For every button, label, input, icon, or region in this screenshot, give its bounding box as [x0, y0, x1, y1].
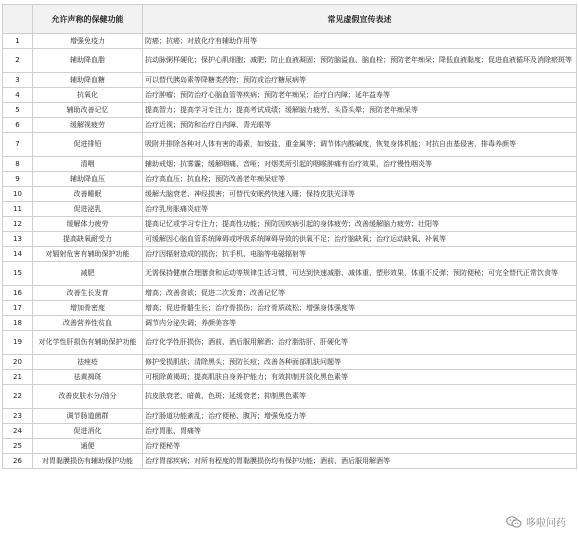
- row-number: 24: [3, 424, 33, 439]
- table-body: [3, 34, 577, 469]
- row-number: 20: [3, 355, 33, 370]
- table-row: [3, 202, 577, 217]
- table-row: [3, 331, 577, 355]
- row-allowed-function: 增强免疫力: [33, 34, 143, 49]
- row-number: 10: [3, 187, 33, 202]
- header-allowed-function: 允许声称的保健功能: [33, 5, 143, 34]
- row-false-claims: 增高；改善食欲；促进二次发育；改善记忆等: [143, 286, 577, 301]
- row-number: 18: [3, 316, 33, 331]
- row-number: 1: [3, 34, 33, 49]
- row-allowed-function: 促进排铅: [33, 133, 143, 157]
- row-allowed-function: 减肥: [33, 262, 143, 286]
- row-false-claims: 无需保持健康合理膳食和运动等规律生活习惯，可达到快速减脂、减体重、塑形效果，体重不反弹；预防便秘；可完全替代正常饮食等: [143, 262, 577, 286]
- table-header-row: [3, 5, 577, 34]
- row-number: 5: [3, 103, 33, 118]
- row-allowed-function: 改善营养性贫血: [33, 316, 143, 331]
- row-false-claims: 治疗肠道功能紊乱；治疗便秘、腹泻；增强免疫力等: [143, 409, 577, 424]
- row-allowed-function: 清咽: [33, 157, 143, 172]
- header-index: [3, 5, 33, 34]
- row-number: 21: [3, 370, 33, 385]
- table-row: [3, 409, 577, 424]
- row-false-claims: 可根除黄褐斑；提高肌肤自身养护能力；有效抑制并淡化黑色素等: [143, 370, 577, 385]
- table-row: [3, 385, 577, 409]
- table-row: [3, 34, 577, 49]
- row-number: 2: [3, 49, 33, 73]
- row-allowed-function: 通便: [33, 439, 143, 454]
- row-allowed-function: 抗氧化: [33, 88, 143, 103]
- row-number: 17: [3, 301, 33, 316]
- wechat-icon: [506, 516, 522, 528]
- row-false-claims: 治疗胃胀、胃痛等: [143, 424, 577, 439]
- row-false-claims: 治疗因辐射造成的损伤；抗手机、电脑等电磁辐射等: [143, 247, 577, 262]
- row-allowed-function: 改善皮肤水分/油分: [33, 385, 143, 409]
- row-allowed-function: 促进泌乳: [33, 202, 143, 217]
- row-false-claims: 辅助戒烟；抗雾霾；缓解咽痛、音哑；对烟类所引起的咽喉肿痛有治疗效果、治疗慢性咽炎等: [143, 157, 577, 172]
- watermark: [506, 514, 566, 529]
- row-allowed-function: 缓解视疲劳: [33, 118, 143, 133]
- row-false-claims: 抗皮肤衰老、暗黄、色斑；延缓衰老；抑制黑色素等: [143, 385, 577, 409]
- row-number: 8: [3, 157, 33, 172]
- row-false-claims: 可以替代胰岛素等降糖类药物；预防或治疗糖尿病等: [143, 73, 577, 88]
- table-row: [3, 262, 577, 286]
- row-allowed-function: 辅助降血脂: [33, 49, 143, 73]
- row-number: 16: [3, 286, 33, 301]
- table-row: [3, 424, 577, 439]
- row-false-claims: 修护受损肌肤；清除黑头；预防长痘；改善各种面部肌肤问题等: [143, 355, 577, 370]
- row-allowed-function: 对化学性肝损伤有辅助保护功能: [33, 331, 143, 355]
- row-allowed-function: 祛黄褐斑: [33, 370, 143, 385]
- table-row: [3, 247, 577, 262]
- row-false-claims: 治疗乳房胀痛炎症等: [143, 202, 577, 217]
- row-allowed-function: 辅助降血糖: [33, 73, 143, 88]
- table-row: [3, 49, 577, 73]
- row-number: 14: [3, 247, 33, 262]
- row-number: 3: [3, 73, 33, 88]
- row-allowed-function: 调节肠道菌群: [33, 409, 143, 424]
- table-row: [3, 133, 577, 157]
- row-false-claims: 防癌；抗癌；对放化疗有辅助作用等: [143, 34, 577, 49]
- row-false-claims: 调节内分泌失调；养颜美容等: [143, 316, 577, 331]
- row-number: 15: [3, 262, 33, 286]
- table-row: [3, 439, 577, 454]
- row-number: 19: [3, 331, 33, 355]
- row-number: 23: [3, 409, 33, 424]
- row-number: 4: [3, 88, 33, 103]
- table-row: [3, 316, 577, 331]
- row-allowed-function: 改善睡眠: [33, 187, 143, 202]
- table-row: [3, 73, 577, 88]
- row-allowed-function: 缓解体力疲劳: [33, 217, 143, 232]
- table-row: [3, 286, 577, 301]
- row-false-claims: 可缓解因心脑血管系统障碍或呼吸系统障碍导致的供氧不足；治疗脑缺氧；治疗运动缺氧、补氧等: [143, 232, 577, 247]
- table-row: [3, 232, 577, 247]
- row-allowed-function: 祛痤疮: [33, 355, 143, 370]
- row-number: 6: [3, 118, 33, 133]
- table-row: [3, 103, 577, 118]
- header-false-claims: 常见虚假宣传表述: [143, 5, 577, 34]
- table-row: [3, 118, 577, 133]
- row-allowed-function: 增加骨密度: [33, 301, 143, 316]
- row-allowed-function: 促进消化: [33, 424, 143, 439]
- table-row: [3, 217, 577, 232]
- row-false-claims: 治疗肿瘤；预防治疗心脑血管等疾病；预防老年痴呆；治疗白内障；延年益寿等: [143, 88, 577, 103]
- row-number: 25: [3, 439, 33, 454]
- table-row: [3, 355, 577, 370]
- row-false-claims: 治疗胃部疾病；对所有程度的胃黏膜损伤均有保护功能；酒前、酒后服用解酒等: [143, 454, 577, 469]
- table-row: [3, 370, 577, 385]
- table-row: [3, 157, 577, 172]
- row-false-claims: 治疗便秘等: [143, 439, 577, 454]
- row-allowed-function: 提高缺氧耐受力: [33, 232, 143, 247]
- row-number: 22: [3, 385, 33, 409]
- row-allowed-function: 对胃黏膜损伤有辅助保护功能: [33, 454, 143, 469]
- row-false-claims: 抗动脉粥样硬化；保护心肌细胞；减肥；防止血液凝固；预防脑溢血、脑血栓；预防老年痴呆；降低血液黏度；促进血液循环及消除瘀斑等: [143, 49, 577, 73]
- row-number: 13: [3, 232, 33, 247]
- health-claims-table: [2, 4, 577, 469]
- row-number: 26: [3, 454, 33, 469]
- row-number: 11: [3, 202, 33, 217]
- row-false-claims: 提高记忆或学习专注力；提高性功能；预防因疾病引起的身体疲劳；改善缓解脑力疲劳；壮阳等: [143, 217, 577, 232]
- row-false-claims: 治疗化学性肝损伤；酒前、酒后服用解酒；治疗脂肪肝、肝硬化等: [143, 331, 577, 355]
- row-false-claims: 吸附并排除各种对人体有害的毒素，如铵盐、重金属等；调节体内酸碱度，恢复身体机能；对抗自由基侵害，排毒养颜等: [143, 133, 577, 157]
- row-false-claims: 提高智力；提高学习专注力；提高考试成绩；缓解脑力疲劳、头昏头晕；预防老年痴呆等: [143, 103, 577, 118]
- row-allowed-function: 辅助改善记忆: [33, 103, 143, 118]
- table-row: [3, 454, 577, 469]
- row-number: 7: [3, 133, 33, 157]
- row-allowed-function: 对辐射危害有辅助保护功能: [33, 247, 143, 262]
- row-allowed-function: 改善生长发育: [33, 286, 143, 301]
- table-row: [3, 172, 577, 187]
- row-false-claims: 治疗高血压；抗血栓；预防改善老年痴呆症等: [143, 172, 577, 187]
- row-number: 12: [3, 217, 33, 232]
- row-false-claims: 增高；促进骨骼生长；治疗骨损伤；治疗骨质疏松；增强身体强度等: [143, 301, 577, 316]
- watermark-text: 哆啦问药: [526, 518, 566, 529]
- table-row: [3, 301, 577, 316]
- row-number: 9: [3, 172, 33, 187]
- row-false-claims: 治疗近视；预防和治疗白内障、青光眼等: [143, 118, 577, 133]
- row-false-claims: 缓解大脑衰老、神经损害；可替代安眠药快速入睡；保持皮肤光泽等: [143, 187, 577, 202]
- table-row: [3, 88, 577, 103]
- table-row: [3, 187, 577, 202]
- row-allowed-function: 辅助降血压: [33, 172, 143, 187]
